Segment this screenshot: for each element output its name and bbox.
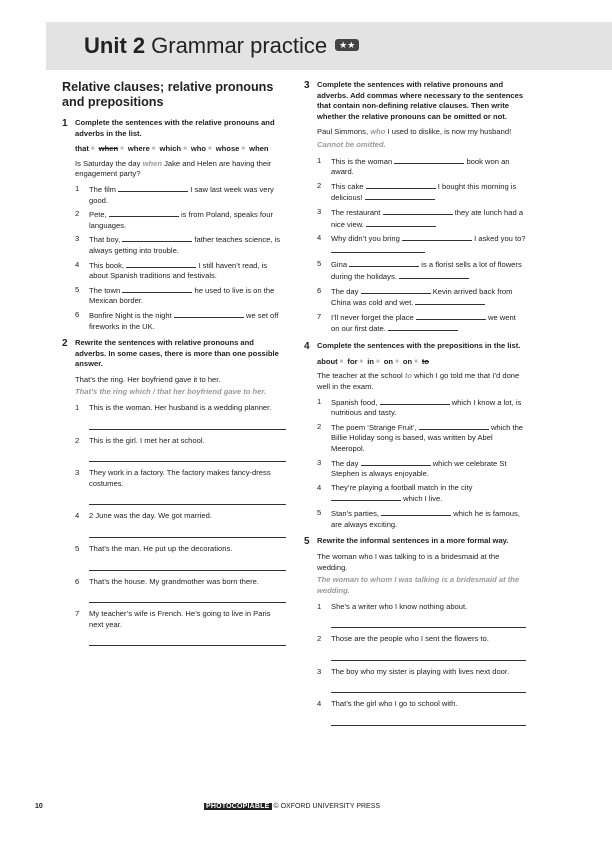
list-item: 1 This is the woman. Her husband is a wedding planner.: [75, 403, 272, 413]
section-heading: Relative clauses; relative pronouns and prepositions: [62, 80, 274, 109]
answer-blank[interactable]: [394, 156, 464, 164]
list-item: 1 The film I saw last week was very good.: [75, 183, 274, 205]
answer-line[interactable]: [331, 680, 526, 693]
copyright-text: © OXFORD UNIVERSITY PRESS: [273, 803, 381, 810]
answer-line[interactable]: [89, 449, 286, 462]
exercise-number: 4: [304, 340, 310, 352]
unit-label: Unit 2: [84, 33, 146, 58]
answer-blank[interactable]: [361, 458, 431, 466]
list-item: 4 That’s the girl who I go to school with.: [317, 699, 458, 709]
word-used: when: [98, 144, 119, 154]
photocopiable-tag: PHOTOCOPIABLE: [206, 803, 270, 810]
answer-blank[interactable]: [415, 297, 485, 305]
list-item: 4 They’re playing a football match in the city which I live.: [317, 482, 473, 504]
answer-blank[interactable]: [126, 260, 196, 268]
exercise-instruction: Rewrite the sentences with relative pronouns and adverbs. In some cases, there is more than one possible answer.: [75, 338, 279, 369]
example-answer: That’s the ring which / that her boyfriend gave to her.: [75, 387, 266, 397]
answer-blank[interactable]: [122, 234, 192, 242]
answer-blank[interactable]: [365, 192, 435, 200]
difficulty-badge: ★★: [335, 39, 359, 51]
example-answer: when: [142, 158, 162, 168]
exercise-3: [304, 80, 526, 335]
exercise-number: 5: [304, 536, 310, 548]
answer-line[interactable]: [331, 713, 526, 726]
example-sentence: The woman who I was talking to is a bridesmaid at the wedding.: [317, 552, 500, 572]
answer-line[interactable]: [89, 417, 286, 430]
exercise-2: [62, 338, 286, 646]
answer-line[interactable]: [89, 492, 286, 505]
exercise-instruction: Rewrite the informal sentences in a more formal way.: [317, 536, 509, 546]
list-item: 5 Gina is a florist sells a lot of flowers during the holidays.: [317, 259, 522, 281]
answer-blank[interactable]: [331, 493, 401, 501]
exercise-4: [304, 341, 526, 530]
answer-line[interactable]: [89, 525, 286, 538]
answer-blank[interactable]: [383, 207, 453, 215]
word-list: about ■ for ■ in ■ on ■ on ■ to: [317, 356, 430, 366]
page-number: 10: [35, 803, 43, 810]
list-item: 1 This is the woman book won an award.: [317, 155, 510, 177]
example-sentence: Paul Simmons, who I used to dislike, is now my husband!: [317, 127, 512, 137]
answer-line[interactable]: [89, 590, 286, 603]
list-item: 3 They work in a factory. The factory makes fancy-dress costumes.: [75, 468, 271, 488]
list-item: 3 The restaurant they ate lunch had a nice view.: [317, 206, 524, 229]
list-item: 5 That’s the man. He put up the decorations.: [75, 544, 233, 554]
exercise-instruction: Complete the sentences with relative pronouns and adverbs. Add commas where necessary to the sentences that contain non-defining relative clauses. Then write whether the relative pronouns can be omitted or not.: [317, 80, 524, 121]
word: on: [383, 356, 394, 366]
list-item: 3 The boy who my sister is playing with lives next door.: [317, 666, 510, 676]
exercise-5: [304, 536, 526, 726]
word: when: [249, 144, 269, 154]
answer-blank[interactable]: [380, 397, 450, 405]
exercise-instruction: Complete the sentences with the prepositions in the list.: [317, 340, 521, 350]
list-item: 2 This cake I bought this morning is delicious!: [317, 180, 517, 203]
answer-blank[interactable]: [349, 259, 419, 267]
list-item: 6 That’s the house. My grandmother was born there.: [75, 576, 259, 586]
example-sentence: That’s the ring. Her boyfriend gave it to her.: [75, 374, 221, 384]
list-item: 7 My teacher’s wife is French. He’s going to live in Paris next year.: [75, 609, 271, 629]
answer-line[interactable]: [331, 615, 526, 628]
list-item: 4 2 June was the day. We got married.: [75, 511, 212, 521]
example-answer: to: [404, 371, 412, 381]
list-item: 2 The poem ‘Strange Fruit’, which the Billie Holiday song is based, was written by Abel Meeropol.: [317, 421, 524, 454]
answer-blank[interactable]: [366, 219, 436, 227]
answer-blank[interactable]: [416, 312, 486, 320]
answer-blank[interactable]: [388, 323, 458, 331]
example-answer: who: [370, 127, 386, 137]
list-item: 2 Pete, is from Poland, speaks four languages.: [75, 209, 273, 230]
list-item: 3 The day which we celebrate St Stephen is always enjoyable.: [317, 457, 507, 479]
list-item: 2 This is the girl. I met her at school.: [75, 435, 205, 445]
example-note: Cannot be omitted.: [317, 139, 386, 149]
list-item: 6 The day Kevin arrived back from China was cold and wet.: [317, 285, 513, 308]
list-item: 3 That boy, father teaches science, is always getting into trouble.: [75, 234, 281, 255]
list-item: 2 Those are the people who I sent the flowers to.: [317, 634, 489, 644]
answer-blank[interactable]: [118, 184, 188, 192]
answer-blank[interactable]: [366, 181, 436, 189]
left-column: [62, 80, 286, 652]
word: about: [317, 356, 338, 366]
exercise-number: 1: [62, 118, 68, 129]
exercise-number: 2: [62, 338, 68, 350]
word: whose: [215, 144, 240, 154]
page-title: [84, 32, 359, 60]
list-item: 4 This book, I still haven’t read, is about Spanish traditions and festivals.: [75, 259, 268, 281]
word: where: [127, 144, 150, 154]
answer-blank[interactable]: [361, 286, 431, 294]
list-item: 5 Stan’s parties, which he is famous, are always exciting.: [317, 508, 520, 529]
right-column: [304, 80, 526, 732]
answer-line[interactable]: [89, 633, 286, 646]
word: who: [190, 144, 207, 154]
answer-blank[interactable]: [381, 508, 451, 516]
answer-blank[interactable]: [122, 285, 192, 293]
word: that: [75, 144, 89, 154]
word: in: [367, 356, 375, 366]
list-item: 1 Spanish food, which I know a lot, is nutritious and tasty.: [317, 396, 522, 418]
example-answer: The woman to whom I was talking is a bridesmaid at the wedding.: [317, 575, 520, 595]
section-label: Grammar practice: [151, 33, 328, 58]
answer-blank[interactable]: [402, 233, 472, 241]
answer-line[interactable]: [89, 558, 286, 571]
list-item: 7 I’ll never forget the place we went on our first date.: [317, 311, 516, 334]
example-sentence: The teacher at the school to which I go told me that I’d done well in the exam.: [317, 371, 520, 392]
word: on: [402, 356, 413, 366]
answer-blank[interactable]: [399, 271, 469, 279]
word-list: that ■ when ■ where ■ which ■ who ■ whose ■ when: [75, 144, 269, 154]
word: for: [347, 356, 358, 366]
answer-blank[interactable]: [174, 310, 244, 318]
word-used: to: [421, 356, 430, 366]
list-item: 4 Why didn’t you bring I asked you to?: [317, 233, 526, 256]
list-item: 5 The town he used to live is on the Mexican border.: [75, 284, 275, 306]
answer-line[interactable]: [331, 648, 526, 661]
answer-blank[interactable]: [331, 245, 425, 253]
answer-blank[interactable]: [419, 422, 489, 430]
list-item: 6 Bonfire Night is the night we set off fireworks in the UK.: [75, 309, 279, 331]
answer-blank[interactable]: [109, 209, 179, 217]
exercise-number: 3: [304, 80, 310, 91]
exercise-1: [62, 118, 286, 332]
exercise-instruction: Complete the sentences with the relative pronouns and adverbs in the list.: [75, 118, 275, 138]
example-sentence: Is Saturday the day when Jake and Helen are having their engagement party?: [75, 158, 272, 179]
copyright-notice: [204, 803, 380, 810]
word: which: [159, 144, 182, 154]
list-item: 1 She’s a writer who I know nothing about.: [317, 601, 468, 611]
